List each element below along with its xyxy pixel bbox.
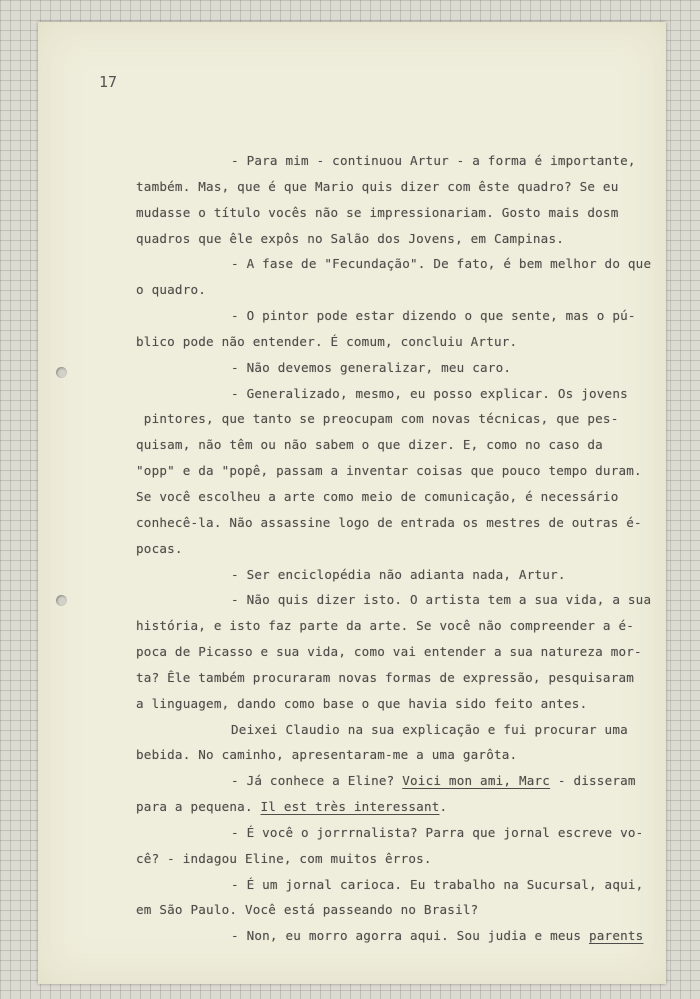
text-line [136,484,646,510]
text-line [136,226,646,252]
line-text: conhecê-la. Não assassine logo de entrada os mestres de outras é- [136,514,642,530]
text-line [136,897,646,923]
line-text: - Já conhece a Eline? [231,773,403,789]
line-text: "opp" e da "popê, passam a inventar coisas que pouco tempo duram. [136,463,642,479]
text-line [136,613,646,639]
line-text: - Não devemos generalizar, meu caro. [231,359,512,375]
line-text: cê? - indagou Eline, com muitos êrros. [136,850,432,866]
line-text: - Generalizado, mesmo, eu posso explicar. Os jovens [231,385,628,401]
text-line [136,174,646,200]
line-text: - É você o jorrrnalista? Parra que jornal escreve vo- [231,824,644,840]
line-text: - Não quis dizer isto. O artista tem a sua vida, a sua [231,592,652,608]
text-line [136,846,646,872]
text-line [136,923,646,949]
text-line [136,148,646,174]
text-line [136,458,646,484]
text-line [136,406,646,432]
page-number: 17 [99,73,118,91]
line-text: o quadro. [136,282,207,298]
line-text: quadros que êle expôs no Salão dos Jovens, em Campinas. [136,230,565,246]
text-line [136,820,646,846]
line-text: - O pintor pode estar dizendo o que sente, mas o pú- [231,308,636,324]
line-text: em São Paulo. Você está passeando no Brasil? [136,902,479,918]
text-line [136,277,646,303]
line-text: quisam, não têm ou não sabem o que dizer. E, como no caso da [136,437,603,453]
line-text: história, e isto faz parte da arte. Se você não compreender a é- [136,618,635,634]
line-text: - É um jornal carioca. Eu trabalho na Sucursal, aqui, [231,876,644,892]
text-line [136,794,646,820]
line-text: Deixei Claudio na sua explicação e fui procurar uma [231,721,628,737]
line-text-after: - disseram [550,773,636,789]
underlined-text: Il est très interessant [260,799,440,815]
text-line [136,872,646,898]
text-line [136,303,646,329]
punch-hole-bottom [56,595,67,606]
line-text: ta? Êle também procuraram novas formas de expressão, pesquisaram [136,669,635,685]
text-line [136,200,646,226]
text-line [136,251,652,277]
text-line [136,355,646,381]
line-text: pocas. [136,540,183,556]
text-line [136,562,646,588]
text-line [136,665,646,691]
text-line [136,329,646,355]
line-text: - Non, eu morro agorra aqui. Sou judia e meus [231,928,589,944]
text-line [136,587,652,613]
line-text: para a pequena. [136,799,261,815]
line-text: pintores, que tanto se preocupam com novas técnicas, que pes- [136,411,619,427]
line-text: Se você escolheu a arte como meio de comunicação, é necessário [136,488,619,504]
text-line [136,639,646,665]
line-text: - Ser enciclopédia não adianta nada, Artur. [231,566,566,582]
underlined-text: parents [588,928,644,944]
line-text: mudasse o título vocês não se impressionariam. Gosto mais dosm [136,204,619,220]
line-text: bebida. No caminho, apresentaram-me a uma garôta. [136,747,518,763]
line-text: poca de Picasso e sua vida, como vai entender a sua natureza mor- [136,644,642,660]
line-text: blico pode não entender. É comum, concluiu Artur. [136,333,518,349]
text-line [136,536,646,562]
text-line [136,768,646,794]
text-line [136,510,646,536]
text-line [136,691,646,717]
line-text: - A fase de "Fecundação". De fato, é bem melhor do que [231,256,652,272]
underlined-text: Voici mon ami, Marc [402,773,551,789]
line-text: a linguagem, dando como base o que havia sido feito antes. [136,695,588,711]
punch-hole-top [56,367,67,378]
line-text: também. Mas, que é que Mario quis dizer com êste quadro? Se eu [136,178,619,194]
text-line [136,381,646,407]
line-text: - Para mim - continuou Artur - a forma é importante, [231,153,636,168]
text-line [136,432,646,458]
text-line [136,742,646,768]
text-line [136,717,646,743]
body-text [136,148,652,949]
line-text-after: . [439,799,448,815]
